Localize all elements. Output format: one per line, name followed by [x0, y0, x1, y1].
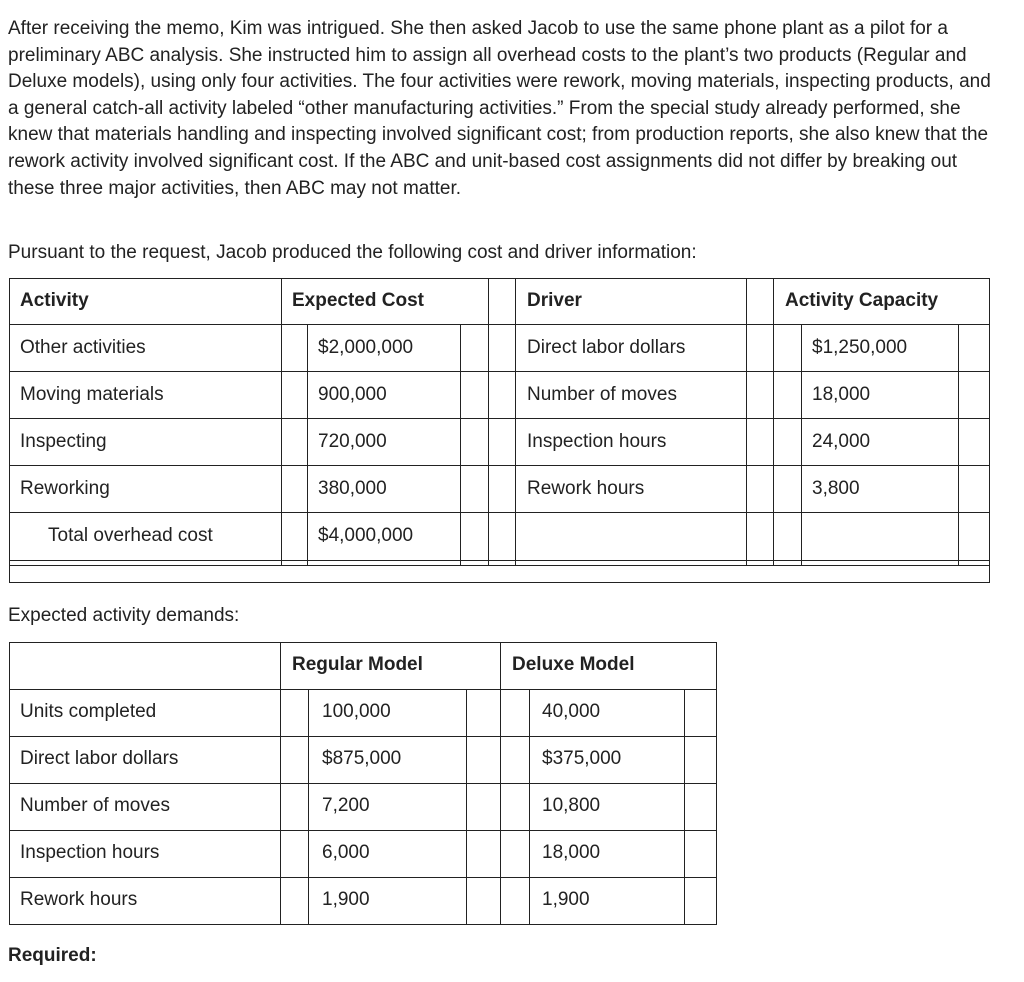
table-row-deluxe: 1,900 — [542, 889, 590, 910]
table-row-label: Direct labor dollars — [20, 748, 179, 769]
header-regular-model: Regular Model — [292, 654, 423, 675]
header-activity: Activity — [20, 290, 89, 311]
table-row-capacity: 24,000 — [812, 431, 871, 452]
table-row-regular: 100,000 — [322, 701, 391, 722]
table-row-driver: Rework hours — [527, 478, 645, 499]
table-row-capacity: 18,000 — [812, 384, 871, 405]
table-row-driver: Number of moves — [527, 384, 677, 405]
table-row-activity: Other activities — [20, 337, 146, 358]
table-row-capacity: $1,250,000 — [812, 337, 908, 358]
request-text: Pursuant to the request, Jacob produced the following cost and driver information: — [8, 242, 697, 263]
required-label: Required: — [8, 945, 97, 966]
total-overhead-label: Total overhead cost — [48, 525, 213, 546]
table-row-deluxe: 40,000 — [542, 701, 601, 722]
table-row-driver: Direct labor dollars — [527, 337, 686, 358]
table-row-regular: 7,200 — [322, 795, 370, 816]
intro-paragraph: After receiving the memo, Kim was intrigued. She then asked Jacob to use the same phone plant as a pilot for a preliminary ABC analysis. She instructed him to assign all overhead costs to the plant’s two products (Regular and Deluxe models), using only four activities. The four activities were rework, moving materials, inspecting products, and a general catch-all activity labeled “other manufacturing activities.” From the special study already performed, she knew that materials handling and inspecting involved significant cost; from production reports, she also knew that the rework activity involved significant cost. If the ABC and unit-based cost assignments did not differ by breaking out these three major activities, then ABC may not matter. — [8, 18, 991, 199]
table-row-label: Rework hours — [20, 889, 138, 910]
table-row-regular: 6,000 — [322, 842, 370, 863]
header-expected-cost: Expected Cost — [292, 290, 424, 311]
table-row-activity: Inspecting — [20, 431, 107, 452]
table-row-regular: 1,900 — [322, 889, 370, 910]
table-row-label: Number of moves — [20, 795, 170, 816]
table-row-cost: $2,000,000 — [318, 337, 414, 358]
header-activity-capacity: Activity Capacity — [785, 290, 939, 311]
header-deluxe-model: Deluxe Model — [512, 654, 635, 675]
table-row-activity: Reworking — [20, 478, 110, 499]
table-row-regular: $875,000 — [322, 748, 402, 769]
table-row-cost: 380,000 — [318, 478, 387, 499]
table-row-driver: Inspection hours — [527, 431, 667, 452]
table-row-cost: 900,000 — [318, 384, 387, 405]
table-row-deluxe: 18,000 — [542, 842, 601, 863]
total-overhead-value: $4,000,000 — [318, 525, 414, 546]
table-row-deluxe: $375,000 — [542, 748, 622, 769]
table-row-label: Units completed — [20, 701, 157, 722]
demands-label: Expected activity demands: — [8, 605, 240, 626]
header-driver: Driver — [527, 290, 582, 311]
table-row-activity: Moving materials — [20, 384, 164, 405]
table-row-capacity: 3,800 — [812, 478, 860, 499]
table-row-label: Inspection hours — [20, 842, 160, 863]
table-row-cost: 720,000 — [318, 431, 387, 452]
table-row-deluxe: 10,800 — [542, 795, 601, 816]
